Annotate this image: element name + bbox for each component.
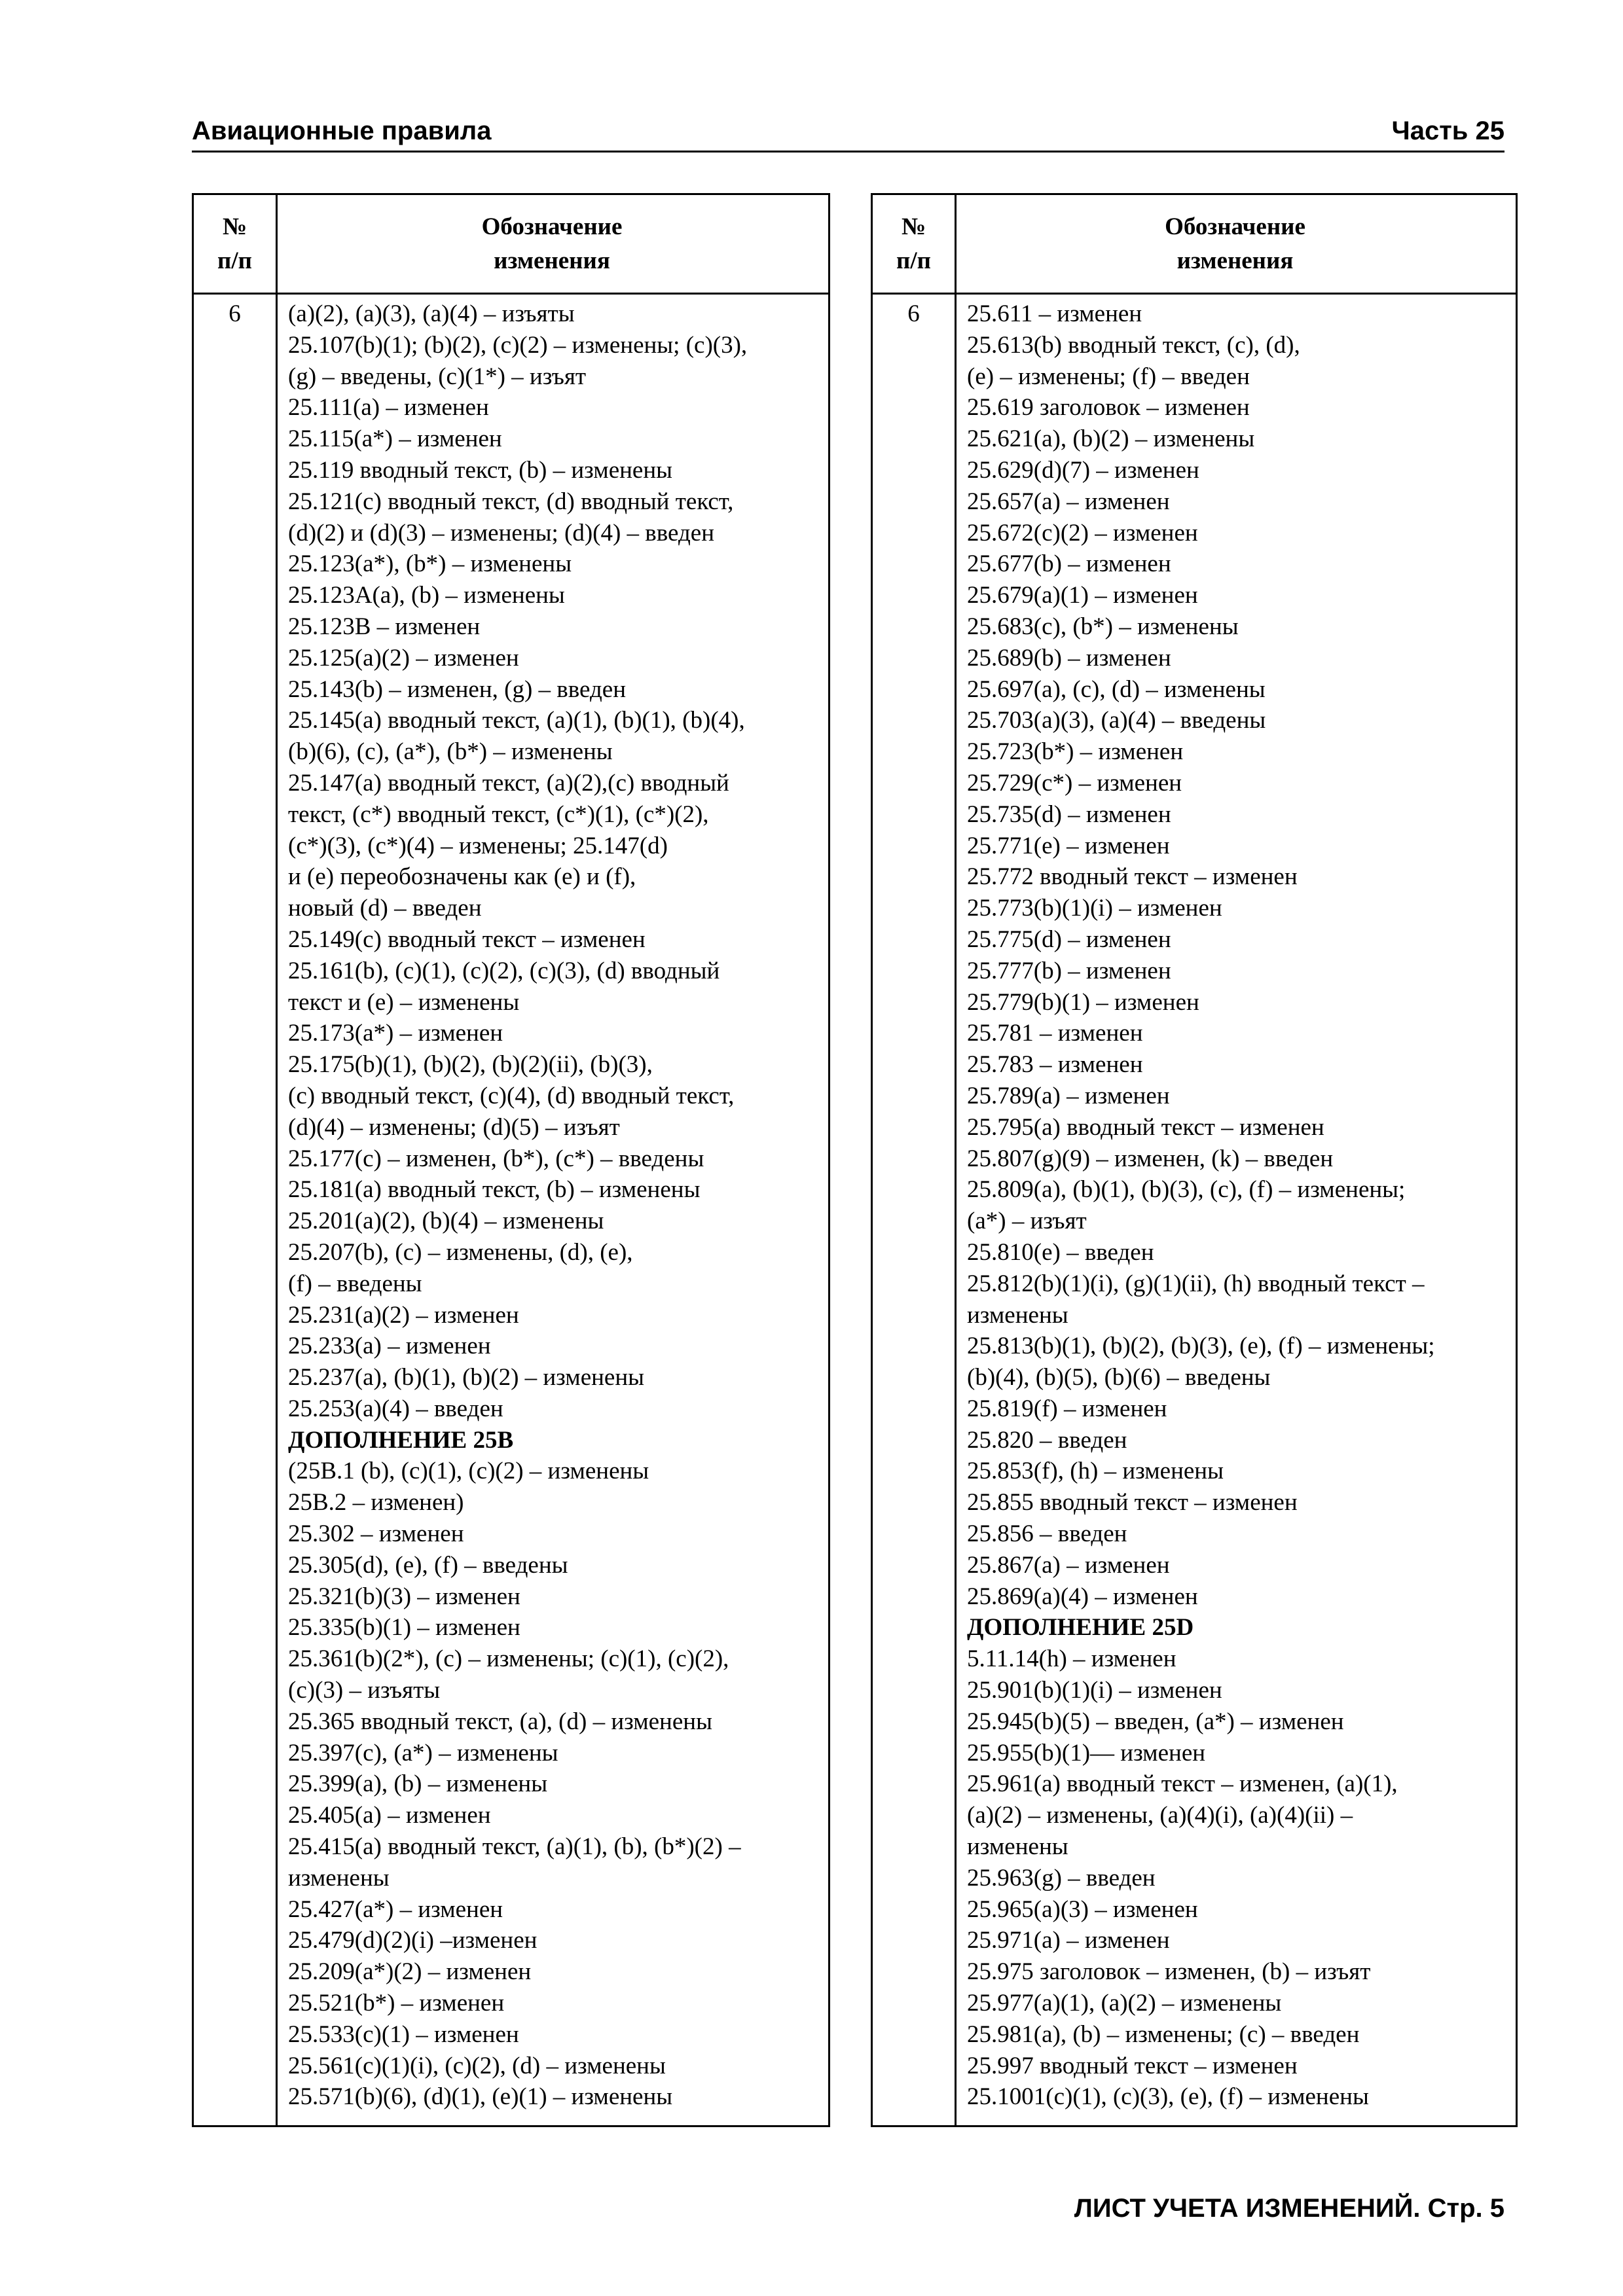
change-entry-line: 25.302 – изменен (288, 1520, 464, 1548)
change-entry-line: 25.305(d), (e), (f) – введены (288, 1551, 568, 1579)
changes-table-right (871, 193, 1518, 2127)
column-header-number-line2: п/п (217, 247, 252, 274)
table-header (194, 195, 828, 295)
change-entry-line: 25.123A(a), (b) – изменены (288, 582, 565, 609)
change-entry-line: 25.773(b)(1)(i) – изменен (967, 895, 1222, 922)
change-entry-line: изменены (288, 1864, 390, 1892)
change-entry-line: 25.813(b)(1), (b)(2), (b)(3), (e), (f) – изменены; (967, 1333, 1435, 1360)
change-entry-line: 25.657(a) – изменен (967, 488, 1170, 515)
column-header-designation (276, 195, 828, 293)
change-entry-line: (a*) – изъят (967, 1208, 1087, 1235)
change-entry-line: 25.207(b), (c) – изменены, (d), (e), (288, 1238, 633, 1266)
change-entry-line: 25.613(b) вводный текст, (c), (d), (967, 331, 1300, 359)
column-header-designation (955, 195, 1516, 293)
changes-table-left (192, 193, 830, 2127)
change-entry-line: изменены (967, 1301, 1068, 1329)
change-entry-line: 25.683(c), (b*) – изменены (967, 613, 1239, 640)
change-entry-line: 25.125(a)(2) – изменен (288, 644, 519, 672)
change-entry-line: 25.856 – введен (967, 1520, 1127, 1548)
change-entry-line: ДОПОЛНЕНИЕ 25D (967, 1614, 1194, 1641)
change-entry-line: (f) – введены (288, 1270, 422, 1297)
change-entry-line: 25.145(a) вводный текст, (a)(1), (b)(1), (b)(4), (288, 707, 745, 734)
change-entry-line: 25.735(d) – изменен (967, 800, 1171, 828)
change-entry-line: 25.997 вводный текст – изменен (967, 2052, 1298, 2079)
change-entry-line: 25.789(a) – изменен (967, 1082, 1170, 1109)
change-entry-line: 25.365 вводный текст, (a), (d) – изменены (288, 1708, 712, 1735)
change-entry-line: 25.361(b)(2*), (c) – изменены; (c)(1), (c)(2), (288, 1645, 729, 1673)
header-rule (192, 151, 1504, 152)
column-header-number-line1: № (222, 213, 247, 240)
change-entry-line: (c) вводный текст, (c)(4), (d) вводный текст, (288, 1082, 735, 1109)
change-entry-line: 25B.2 – изменен) (288, 1489, 464, 1516)
change-entry-line: (a)(2), (a)(3), (a)(4) – изъяты (288, 300, 575, 327)
change-entry-line: 25.963(g) – введен (967, 1864, 1156, 1892)
change-entry-line: 25.819(f) – изменен (967, 1395, 1167, 1422)
column-header-number (194, 195, 276, 293)
change-entry-line: 25.812(b)(1)(i), (g)(1)(ii), (h) вводный текст – (967, 1270, 1425, 1297)
change-entry-line: (c)(3) – изъяты (288, 1677, 441, 1704)
column-header-number-line2: п/п (896, 247, 931, 274)
change-entry-line: 25.253(a)(4) – введен (288, 1395, 503, 1422)
change-entry-line: 25.729(c*) – изменен (967, 769, 1182, 797)
change-entry-line: 25.231(a)(2) – изменен (288, 1301, 519, 1329)
change-entry-line: 25.679(a)(1) – изменен (967, 582, 1198, 609)
change-entry-line: 25.977(a)(1), (a)(2) – изменены (967, 1990, 1282, 2017)
change-entries (288, 298, 820, 2113)
change-entry-line: 25.119 вводный текст, (b) – изменены (288, 456, 672, 484)
change-entry-line: текст, (c*) вводный текст, (c*)(1), (c*)(2), (288, 800, 709, 828)
change-entry-line: 25.772 вводный текст – изменен (967, 863, 1298, 891)
change-entry-line: 25.177(c) – изменен, (b*), (c*) – введены (288, 1145, 704, 1172)
change-entry-line: 25.173(a*) – изменен (288, 1020, 503, 1047)
change-entry-line: (b)(4), (b)(5), (b)(6) – введены (967, 1364, 1271, 1391)
change-entry-line: 25.571(b)(6), (d)(1), (e)(1) – изменены (288, 2083, 673, 2111)
change-entry-line: 25.143(b) – изменен, (g) – введен (288, 675, 626, 703)
change-entry-line: 25.777(b) – изменен (967, 957, 1171, 984)
column-header-number (873, 195, 955, 293)
change-entry-line: 25.123B – изменен (288, 613, 481, 640)
change-entry-line: 25.981(a), (b) – изменены; (c) – введен (967, 2020, 1360, 2048)
change-entry-line: 25.1001(c)(1), (c)(3), (e), (f) – изменены (967, 2083, 1369, 2111)
change-entry-line: 25.629(d)(7) – изменен (967, 456, 1199, 484)
table-header (873, 195, 1516, 295)
change-entry-line: 25.867(a) – изменен (967, 1551, 1170, 1579)
change-entry-line: 25.961(a) вводный текст – изменен, (a)(1), (967, 1770, 1398, 1798)
change-entry-line: 25.807(g)(9) – изменен, (k) – введен (967, 1145, 1334, 1172)
row-number-cell: 6 (228, 300, 241, 327)
change-entry-line: 25.810(e) – введен (967, 1238, 1154, 1266)
change-entry-line: 25.703(a)(3), (a)(4) – введены (967, 707, 1266, 734)
column-header-designation-line2: изменения (494, 247, 610, 274)
change-entry-line: 25.237(a), (b)(1), (b)(2) – изменены (288, 1364, 644, 1391)
change-entry-line: 25.405(a) – изменен (288, 1802, 491, 1829)
change-entry-line: 25.397(c), (a*) – изменены (288, 1739, 558, 1767)
page-footer: ЛИСТ УЧЕТА ИЗМЕНЕНИЙ. Стр. 5 (1074, 2194, 1504, 2223)
change-entry-line: 25.975 заголовок – изменен, (b) – изъят (967, 1958, 1371, 1986)
change-entry-line: (25B.1 (b), (c)(1), (c)(2) – изменены (288, 1458, 649, 1485)
change-entry-line: 25.479(d)(2)(i) –изменен (288, 1927, 538, 1954)
change-entry-line: 25.115(a*) – изменен (288, 425, 502, 453)
change-entry-line: 25.233(a) – изменен (288, 1333, 491, 1360)
change-entry-line: 25.111(a) – изменен (288, 394, 489, 422)
column-header-designation-line1: Обозначение (481, 213, 623, 240)
column-divider (955, 195, 957, 2125)
running-header-part: Часть 25 (1391, 117, 1504, 145)
change-entry-line: 25.335(b)(1) – изменен (288, 1614, 520, 1641)
change-entry-line: 25.149(c) вводный текст – изменен (288, 925, 646, 953)
change-entry-line: (d)(2) и (d)(3) – изменены; (d)(4) – введен (288, 519, 715, 547)
column-divider (276, 195, 278, 2125)
change-entry-line: 25.809(a), (b)(1), (b)(3), (c), (f) – изменены; (967, 1176, 1406, 1204)
change-entry-line: 25.209(a*)(2) – изменен (288, 1958, 532, 1986)
change-entry-line: 25.121(c) вводный текст, (d) вводный текст, (288, 488, 734, 515)
column-header-designation-line1: Обозначение (1165, 213, 1305, 240)
change-entry-line: ДОПОЛНЕНИЕ 25B (288, 1426, 514, 1454)
change-entry-line: 25.965(a)(3) – изменен (967, 1895, 1198, 1923)
change-entry-line: 25.945(b)(5) – введен, (a*) – изменен (967, 1708, 1344, 1735)
change-entry-line: 25.783 – изменен (967, 1051, 1143, 1079)
change-entry-line: 25.161(b), (c)(1), (c)(2), (c)(3), (d) вводный (288, 957, 720, 984)
change-entry-line: 25.427(a*) – изменен (288, 1895, 503, 1923)
change-entry-line: (d)(4) – изменены; (d)(5) – изъят (288, 1113, 620, 1141)
change-entry-line: 25.533(c)(1) – изменен (288, 2020, 519, 2048)
change-entry-line: 25.775(d) – изменен (967, 925, 1171, 953)
change-entry-line: 25.901(b)(1)(i) – изменен (967, 1677, 1222, 1704)
change-entry-line: 25.619 заголовок – изменен (967, 394, 1250, 422)
change-entry-line: текст и (e) – изменены (288, 988, 520, 1016)
change-entry-line: 25.399(a), (b) – изменены (288, 1770, 548, 1798)
row-number-cell: 6 (907, 300, 920, 327)
change-entry-line: 25.869(a)(4) – изменен (967, 1583, 1198, 1610)
change-entry-line: (e) – изменены; (f) – введен (967, 363, 1250, 390)
change-entry-line: (b)(6), (c), (a*), (b*) – изменены (288, 738, 613, 766)
change-entry-line: 25.971(a) – изменен (967, 1927, 1170, 1954)
change-entry-line: 25.689(b) – изменен (967, 644, 1171, 672)
change-entry-line: 25.795(a) вводный текст – изменен (967, 1113, 1324, 1141)
change-entry-line: 25.415(a) вводный текст, (a)(1), (b), (b*)(2) – (288, 1833, 741, 1861)
change-entry-line: (a)(2) – изменены, (a)(4)(i), (a)(4)(ii) – (967, 1802, 1353, 1829)
change-entry-line: 25.561(c)(1)(i), (c)(2), (d) – изменены (288, 2052, 666, 2079)
change-entry-line: 25.771(e) – изменен (967, 832, 1170, 859)
change-entry-line: 25.723(b*) – изменен (967, 738, 1184, 766)
change-entry-line: (c*)(3), (c*)(4) – изменены; 25.147(d) (288, 832, 668, 859)
column-header-number-line1: № (901, 213, 926, 240)
change-entry-line: 5.11.14(h) – изменен (967, 1645, 1176, 1673)
change-entry-line: 25.123(a*), (b*) – изменены (288, 550, 572, 578)
column-header-designation-line2: изменения (1176, 247, 1294, 274)
change-entry-line: 25.321(b)(3) – изменен (288, 1583, 520, 1610)
change-entry-line: 25.175(b)(1), (b)(2), (b)(2)(ii), (b)(3), (288, 1051, 653, 1079)
change-entry-line: новый (d) – введен (288, 895, 482, 922)
change-entries (967, 298, 1508, 2113)
change-entry-line: 25.181(a) вводный текст, (b) – изменены (288, 1176, 701, 1204)
change-entry-line: 25.147(a) вводный текст, (a)(2),(c) вводный (288, 769, 729, 797)
change-entry-line: 25.955(b)(1)— изменен (967, 1739, 1206, 1767)
change-entry-line: и (e) переобозначены как (e) и (f), (288, 863, 636, 891)
change-entry-line: 25.107(b)(1); (b)(2), (c)(2) – изменены; (c)(3), (288, 331, 748, 359)
change-entry-line: 25.611 – изменен (967, 300, 1142, 327)
change-entry-line: 25.781 – изменен (967, 1020, 1143, 1047)
change-entry-line: 25.820 – введен (967, 1426, 1127, 1454)
change-entry-line: 25.855 вводный текст – изменен (967, 1489, 1298, 1516)
change-entry-line: изменены (967, 1833, 1068, 1861)
change-entry-line: 25.697(a), (c), (d) – изменены (967, 675, 1266, 703)
change-entry-line: 25.201(a)(2), (b)(4) – изменены (288, 1208, 604, 1235)
change-entry-line: 25.621(a), (b)(2) – изменены (967, 425, 1255, 453)
change-entry-line: 25.677(b) – изменен (967, 550, 1171, 578)
change-entry-line: 25.672(c)(2) – изменен (967, 519, 1198, 547)
change-entry-line: 25.521(b*) – изменен (288, 1990, 505, 2017)
running-header-title: Авиационные правила (192, 117, 492, 145)
change-entry-line: (g) – введены, (c)(1*) – изъят (288, 363, 587, 390)
change-entry-line: 25.853(f), (h) – изменены (967, 1458, 1224, 1485)
change-entry-line: 25.779(b)(1) – изменен (967, 988, 1199, 1016)
